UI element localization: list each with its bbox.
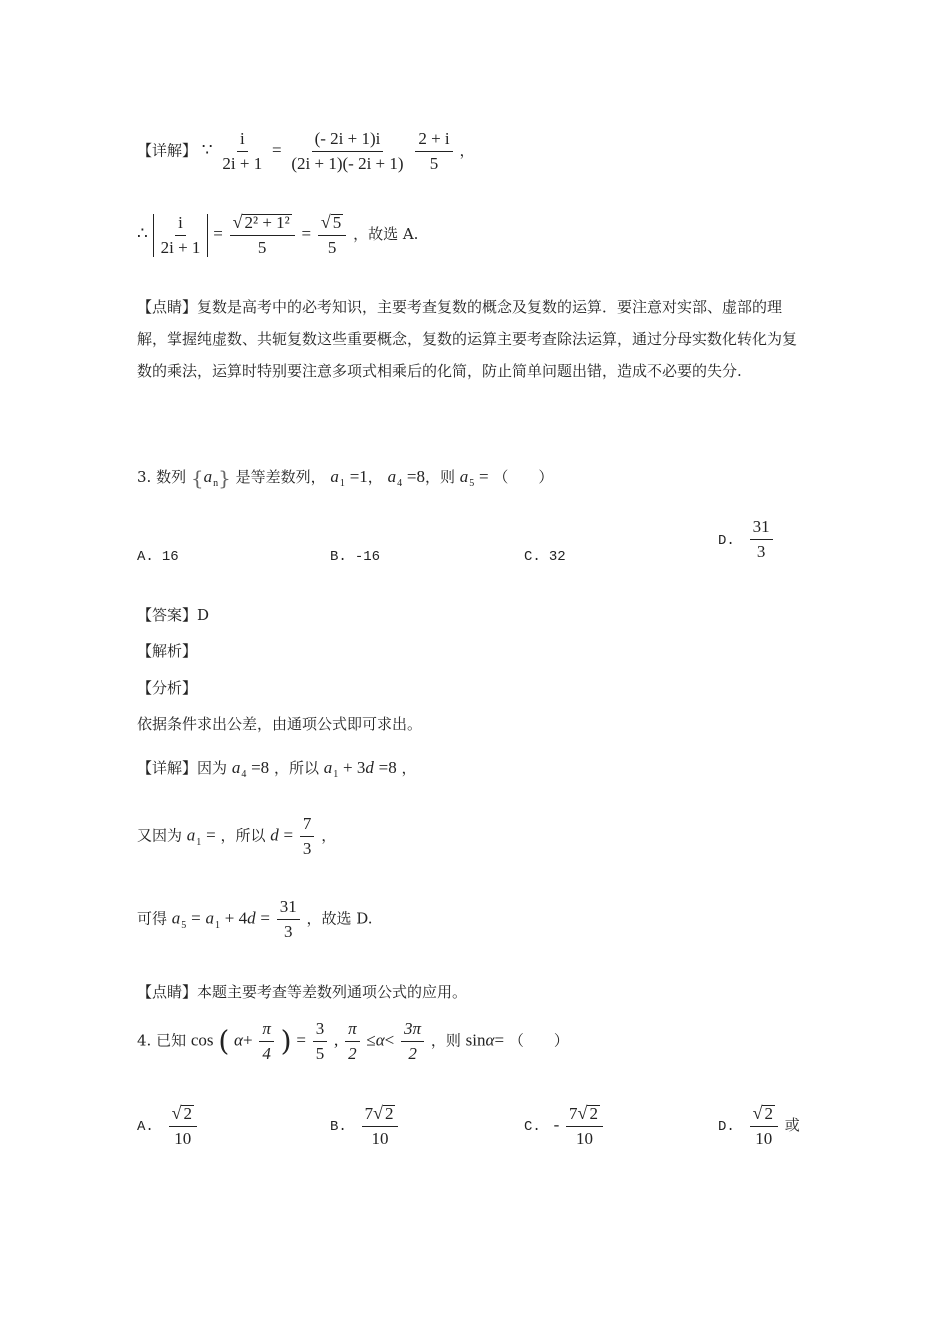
question-4: 4. 已知 cos ( α+ $\frac{\pi}{4}$ ) = $\frac{3}{5}$ , $\frac{\pi}{2}$ ≤α< $\frac{3\pi}{2}$ ，则 sinα= （ ）: [137, 1019, 569, 1063]
q4-option-d: D. √ 2 10 或: [718, 1103, 800, 1148]
fraction-sqrt5-over-5: √ 5 5: [318, 213, 346, 257]
detail-tag: 【详解】: [137, 141, 198, 160]
q4-option-a: A. √ 2 10: [137, 1104, 199, 1148]
comment-3: 【点睛】本题主要考查等差数列通项公式的应用。: [137, 983, 468, 1001]
fenxi-label: 【分析】: [137, 679, 198, 697]
q3-option-c: C. 32: [524, 549, 566, 565]
answer-label: 【答案】D: [137, 606, 210, 624]
fraction-result: $\frac{2 + i}{5}$: [415, 130, 452, 173]
q4-option-b: B. 7 √ 2 10: [330, 1104, 400, 1148]
fraction-i-over-2i-plus-1: $\frac{i}{2i + 1}$: [222, 129, 263, 173]
comment-paragraph-1: 【点睛】复数是高考中的必考知识，主要考查复数的概念及复数的运算．要注意对实部、虚部的理解，掌握纯虚数、共轭复数这些重要概念，复数的运算主要考查除法运算，通过分母实数化转化为复数的乘法，运算时特别要注意多项式相乘后的化简，防止简单问题出错，造成不必要的失分.: [137, 298, 798, 380]
q3-option-d: D. $\frac{31}{3}$: [718, 518, 775, 561]
analysis-label: 【解析】: [137, 642, 198, 660]
therefore-symbol: ∴: [137, 224, 148, 243]
q3-option-b: B. -16: [330, 549, 381, 565]
detail-3-line-1: 【详解】因为 $a_4 =8$ ，所以 $a_1 + 3d =8$ ，: [137, 758, 417, 780]
because-symbol: ∵: [201, 140, 213, 160]
detail-line-2: ∴ $\frac{i}{2i + 1}$ = √ 2² + 1² 5 = √ 5 5 ，故选 A.: [137, 212, 419, 257]
detail-line-1: 【详解】 ∵ $\frac{i}{2i + 1}$ = $\frac{(- 2i + 1)i}{(2i + 1)(- 2i + 1)}$ $\frac{2 + i}{5}$ ，: [137, 129, 475, 173]
fenxi-text: 依据条件求出公差，由通项公式即可求出。: [137, 715, 423, 733]
detail-3-line-3: 可得 $a_5 = a_1 + 4d$ = $\frac{31}{3}$ ，故选 D.: [137, 897, 373, 941]
question-3: 3. 数列 $\{a_n\}$ 是等差数列， $a_1 =1$， $a_4 =8$，则 $a_5$ = （ ）: [137, 466, 554, 490]
fraction-expanded: $\frac{(- 2i + 1)i}{(2i + 1)(- 2i + 1)}$: [291, 129, 404, 173]
q3-option-a: A. 16: [137, 549, 179, 565]
detail-3-line-2: 又因为 $a_1$ = ，所以 d = $\frac{7}{3}$ ，: [137, 814, 337, 858]
q4-option-c: C. - 7 √ 2 10: [524, 1104, 605, 1148]
fraction-sqrt-sum: √ 2² + 1² 5: [230, 213, 295, 257]
absolute-value: $\frac{i}{2i + 1}$: [153, 214, 209, 257]
